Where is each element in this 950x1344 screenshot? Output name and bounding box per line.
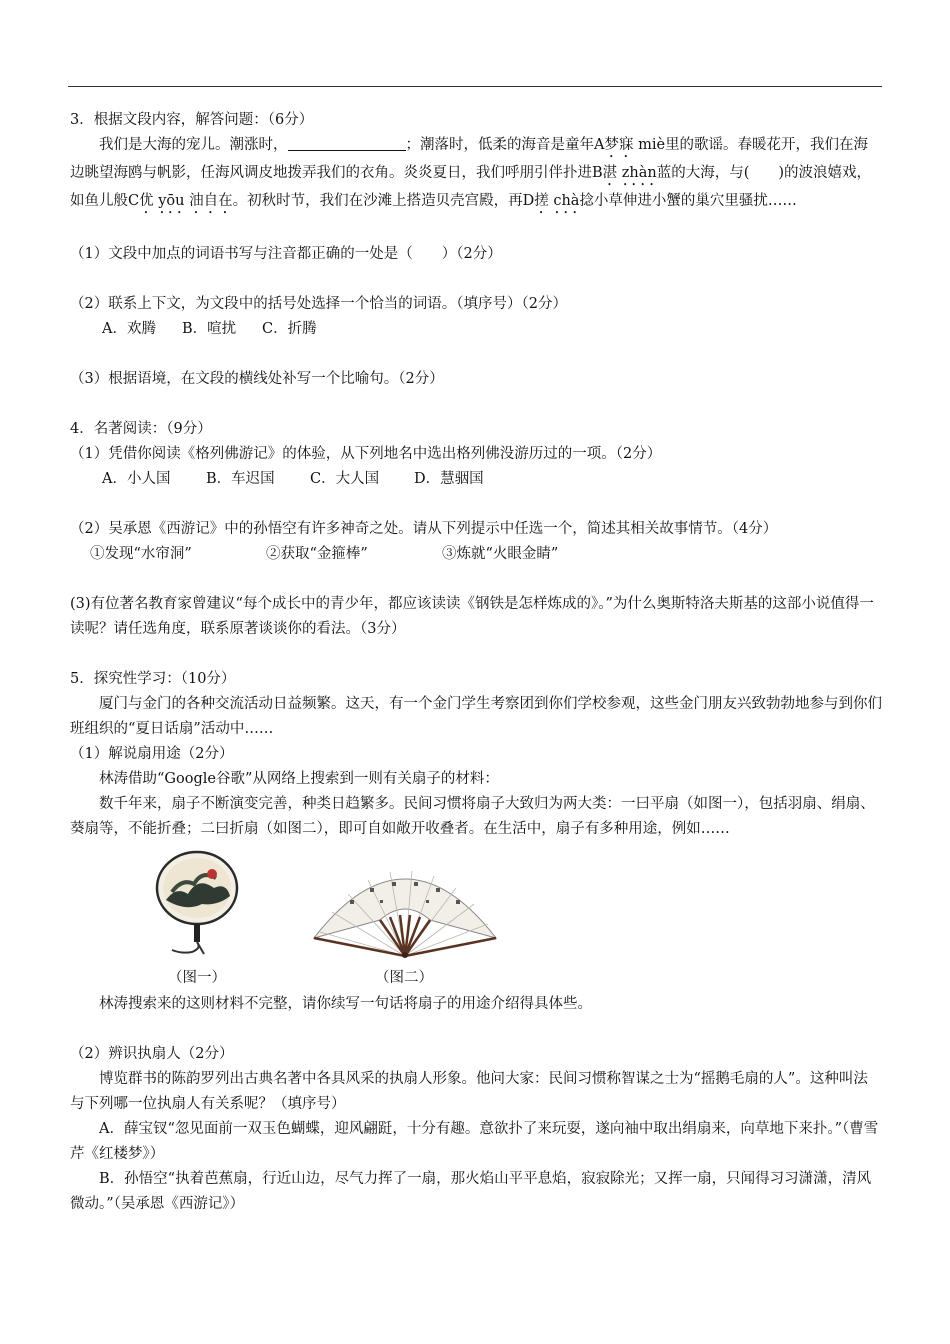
option-c: C．大人国	[310, 471, 380, 487]
q3-sub2: （2）联系上下文，为文段中的括号处选择一个恰当的词语。（填序号）（2分）	[70, 296, 567, 312]
q5-sub2: （2）辨识执扇人（2分）	[70, 1046, 234, 1062]
q5-sub1-p3: 林涛搜索来的这则材料不完整，请你续写一句话将扇子的用途介绍得具体些。	[99, 996, 592, 1012]
q5-sub1-p2: 数千年来，扇子不断演变完善，种类日趋繁多。民间习惯将扇子大致归为两大类：一曰平扇（如图一），包括羽扇、绢扇、葵扇等，不能折叠；二曰折扇（如图二），即可自如敞开收叠者。在生活中，扇子有多种用途，例如……	[70, 796, 875, 837]
q4-sub1: （1）凭借你阅读《格列佛游记》的体验，从下列地名中选出格列佛没游历过的一项。（2分）	[70, 446, 662, 462]
option-a: A．小人国	[102, 471, 171, 487]
q4-sub1-options	[70, 467, 882, 492]
folding-fan-image	[310, 860, 500, 960]
option-c: C．折腾	[262, 321, 317, 337]
option-3: ③炼就“火眼金睛”	[442, 546, 559, 562]
figure1-caption: （图一）	[168, 970, 226, 986]
fill-in-blank[interactable]	[288, 136, 406, 151]
q5-sub2-p1: 博览群书的陈韵罗列出古典名著中各具风采的执扇人形象。他问大家：民间习惯称智谋之士为“摇鹅毛扇的人”。这种叫法与下列哪一位执扇人有关系呢？（填序号）	[70, 1071, 868, 1112]
option-2: ②获取“金箍棒”	[266, 546, 368, 562]
figures	[70, 842, 882, 992]
round-fan-image	[142, 848, 252, 958]
option-a: A．欢腾	[102, 321, 156, 337]
q5-sub1-p1: 林涛借助“Google谷歌”从网络上搜索到一则有关扇子的材料：	[99, 771, 499, 787]
q4-sub2-options	[70, 542, 882, 567]
q5-title: 5．探究性学习：（10分）	[70, 671, 236, 687]
header-rule	[68, 86, 882, 87]
q3-sub1: （1）文段中加点的词语书写与注音都正确的一处是（ ）（2分）	[70, 246, 502, 262]
q3-title: 3．根据文段内容，解答问题：（6分）	[70, 112, 314, 128]
option-1: ①发现“水帘洞”	[90, 546, 192, 562]
exam-content	[70, 108, 882, 1217]
q4-title: 4．名著阅读：（9分）	[70, 421, 212, 437]
option-b: B．车迟国	[206, 471, 275, 487]
q3-passage: 我们是大海的宠儿。潮涨时， ；潮落时，低柔的海音是童年A梦寐 miè里的歌谣。春暖花开，我们在海边眺望海鸥与帆影，任海风调皮地拨弄我们的衣角。炎炎夏日，我们呼朋引伴扑进B湛 zhàn蓝的大海，与( )的波浪嬉戏，如鱼儿般C优 yōu 油自在。初秋时节，我们在沙滩上搭造贝壳宫殿，再D搓 chà捻小草伸进小蟹的巢穴里骚扰……	[70, 137, 872, 209]
q3-sub2-options	[70, 317, 882, 342]
q4-sub2: （2）吴承恩《西游记》中的孙悟空有许多神奇之处。请从下列提示中任选一个，简述其相关故事情节。（4分）	[70, 521, 778, 537]
q3-sub3: （3）根据语境，在文段的横线处补写一个比喻句。（2分）	[70, 371, 444, 387]
q5-intro: 厦门与金门的各种交流活动日益频繁。这天，有一个金门学生考察团到你们学校参观，这些金门朋友兴致勃勃地参与到你们班组织的“夏日话扇”活动中……	[70, 696, 882, 737]
q5-sub2-option-b: B．孙悟空“执着芭蕉扇，行近山边，尽气力挥了一扇，那火焰山平平息焰，寂寂除光；又挥一扇，只闻得习习潇潇，清风微动。”（吴承恩《西游记》）	[70, 1171, 872, 1212]
q5-sub2-option-a: A．薛宝钗“忽见面前一双玉色蝴蝶，迎风翩跹，十分有趣。意欲扑了来玩耍，遂向袖中取出绢扇来，向草地下来扑。”（曹雪芹《红楼梦》）	[70, 1121, 879, 1162]
q5-sub1: （1）解说扇用途（2分）	[70, 746, 234, 762]
q4-sub3: (3)有位著名教育家曾建议“每个成长中的青少年，都应该读读《钢铁是怎样炼成的》。”为什么奥斯特洛夫斯基的这部小说值得一读呢？请任选角度，联系原著谈谈你的看法。（3分）	[70, 596, 874, 637]
figure2-caption: （图二）	[375, 970, 433, 986]
option-d: D．慧骃国	[414, 471, 484, 487]
option-b: B．喧扰	[182, 321, 237, 337]
